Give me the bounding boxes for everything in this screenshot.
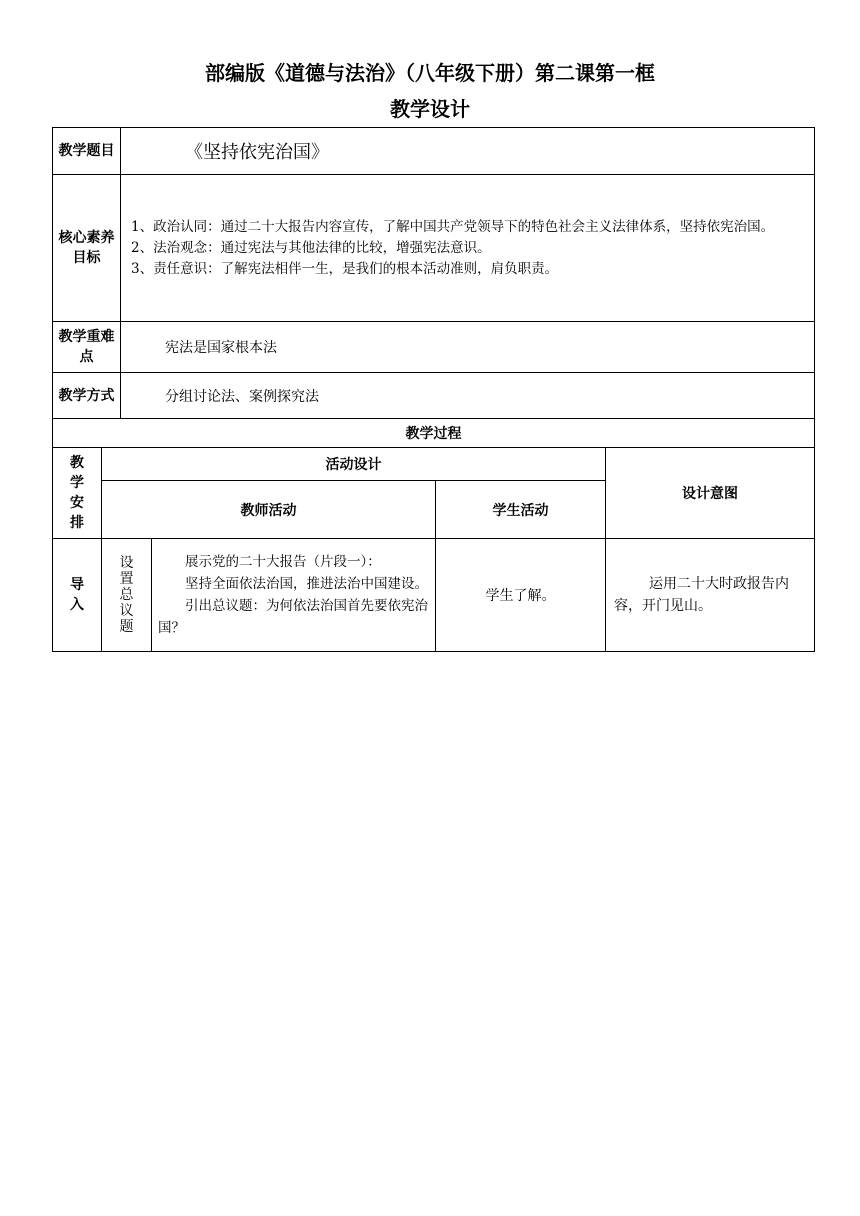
- method-row: [53, 373, 815, 419]
- activity-design-label: 活动设计: [102, 448, 606, 481]
- intent-label: 设计意图: [606, 448, 815, 539]
- teacher-line: 展示党的二十大报告（片段一）：: [185, 554, 381, 570]
- sub-stage-cell: [102, 539, 152, 652]
- topic-label: 教学题目: [53, 128, 121, 175]
- process-header-row: [53, 419, 815, 448]
- teacher-line: 坚持全面依法治国，推进法治中国建设。: [185, 576, 428, 592]
- document-title: 部编版《道德与法治》（八年级下册）第二课第一框: [205, 61, 655, 85]
- method-value: 分组讨论法、案例探究法: [121, 373, 815, 419]
- topic-value: 《坚持依宪治国》: [121, 128, 815, 175]
- intent-cell: 运用二十大时政报告内容，开门见山。: [606, 539, 815, 652]
- key-points-value: 宪法是国家根本法: [121, 322, 815, 373]
- arrangement-label: [53, 448, 102, 539]
- teacher-line: 引出总议题：为何依法治国首先要依宪治国？: [158, 598, 428, 636]
- key-points-label: 教学重难点: [53, 322, 121, 373]
- topic-row: [53, 128, 815, 175]
- goals-label: 核心素养目标: [53, 175, 121, 322]
- teacher-activity-label: 教师活动: [102, 481, 436, 539]
- activity-design-row: [53, 448, 815, 481]
- goal-item: 3、责任意识：了解宪法相伴一生，是我们的根本活动准则，肩负职责。: [131, 260, 559, 277]
- lesson-plan-table: [52, 127, 815, 652]
- stage-cell: [53, 539, 102, 652]
- goals-row: [53, 175, 815, 322]
- key-points-row: [53, 322, 815, 373]
- goal-item: 1、政治认同：通过二十大报告内容宣传，了解中国共产党领导下的特色社会主义法律体系，坚持依宪治国。: [131, 218, 775, 235]
- arrangement-label-text: 教学安排: [70, 455, 84, 531]
- intro-row: [53, 539, 815, 652]
- sub-stage-text: 设置总议题: [119, 555, 134, 635]
- stage-text: 导入: [70, 577, 84, 613]
- goals-cell: [121, 175, 815, 322]
- student-activity-label: 学生活动: [436, 481, 606, 539]
- document-subtitle: 教学设计: [390, 97, 470, 121]
- teacher-activity-cell: [152, 539, 436, 652]
- student-activity-cell: 学生了解。: [436, 539, 606, 652]
- method-label: 教学方式: [53, 373, 121, 419]
- goal-item: 2、法治观念：通过宪法与其他法律的比较，增强宪法意识。: [131, 239, 491, 256]
- process-header: 教学过程: [53, 419, 815, 448]
